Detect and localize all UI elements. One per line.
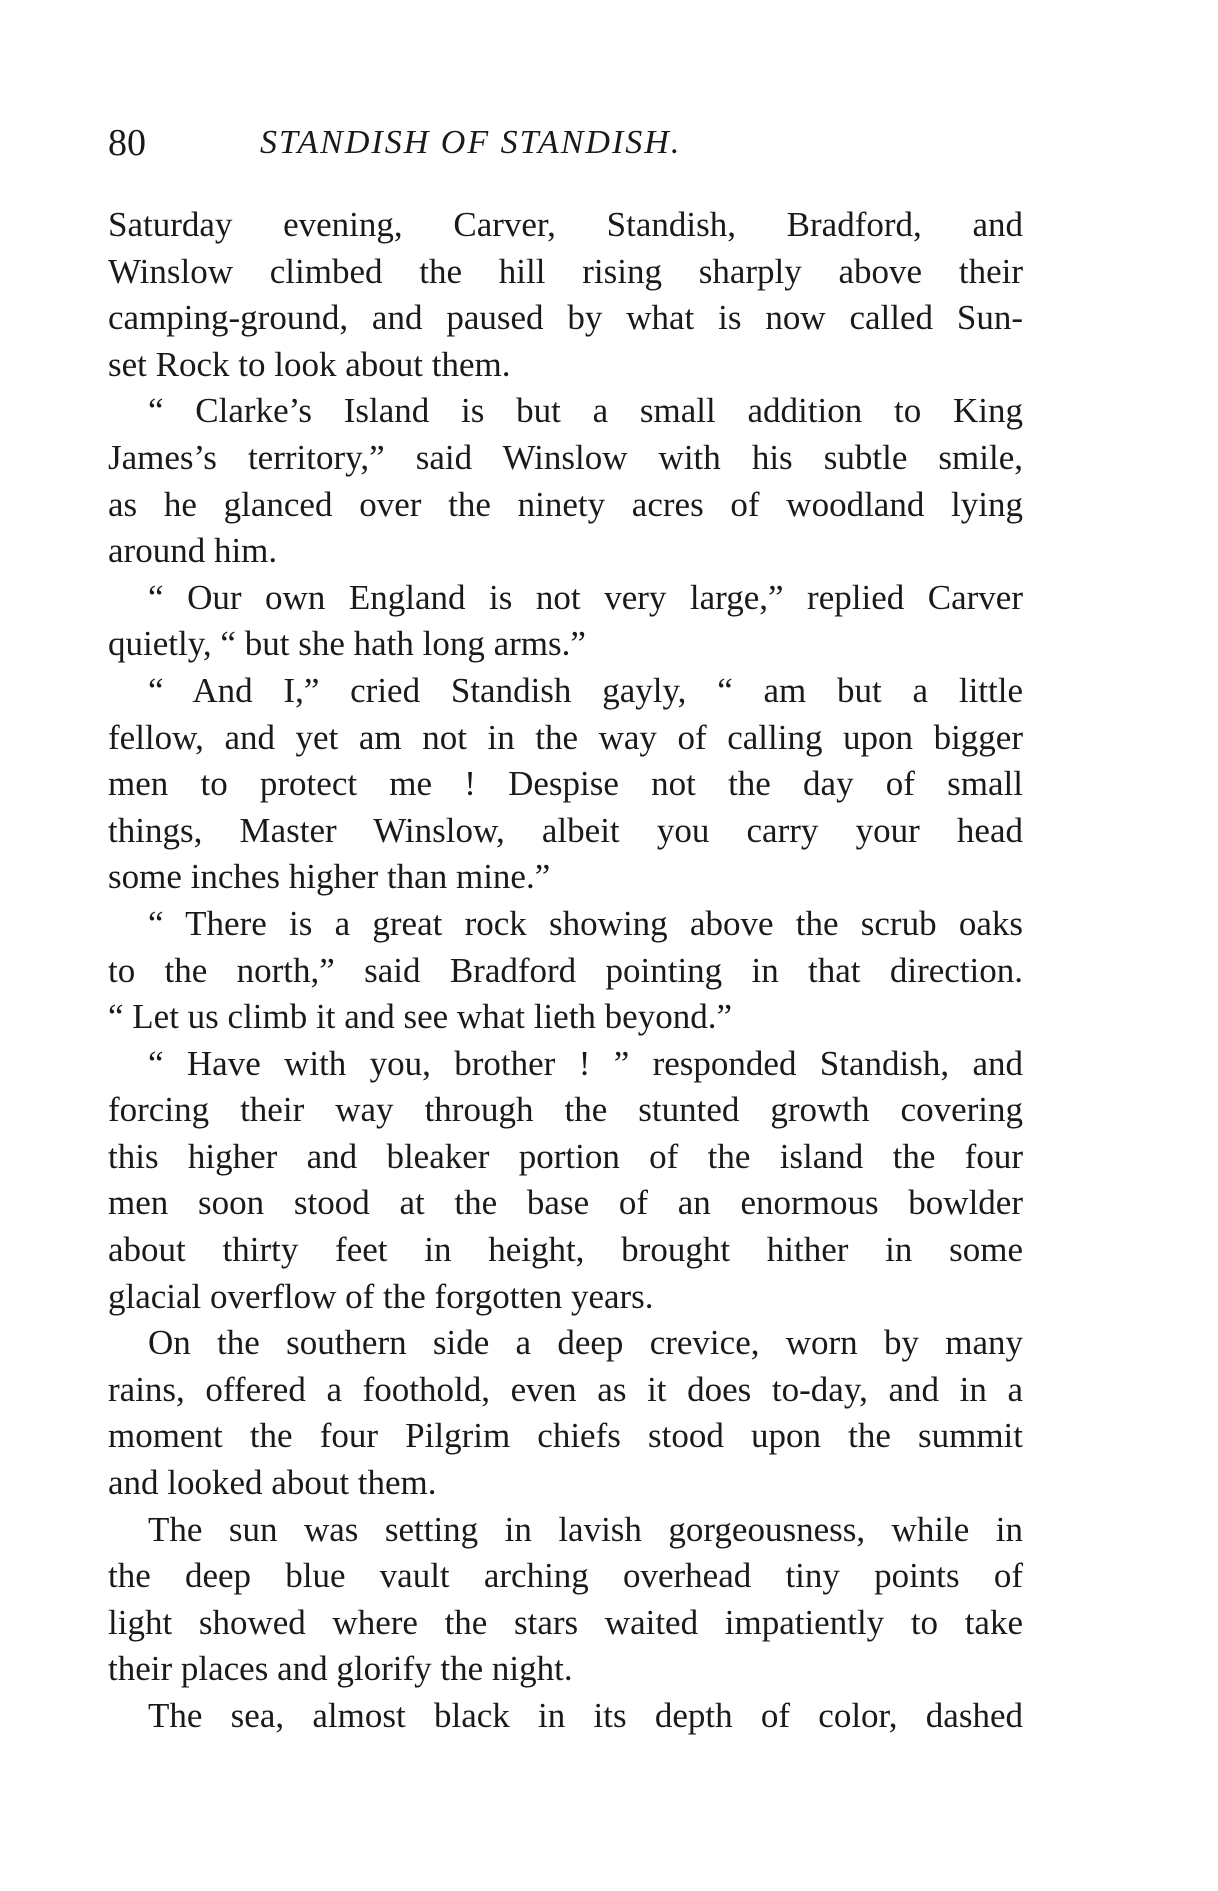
text-line: light showed where the stars waited impatiently to take: [108, 1602, 1023, 1642]
text-line: James’s territory,” said Winslow with his subtle smile,: [108, 437, 1023, 477]
text-line: men soon stood at the base of an enormous bowlder: [108, 1183, 1023, 1223]
text-line: about thirty feet in height, brought hither in some: [108, 1230, 1023, 1270]
text-line: moment the four Pilgrim chiefs stood upon the summit: [108, 1416, 1023, 1456]
text-line: men to protect me ! Despise not the day of small: [108, 764, 1023, 804]
text-line: and looked about them.: [108, 1463, 437, 1503]
text-line: “ Have with you, brother ! ” responded Standish, and: [148, 1043, 1023, 1083]
text-line: things, Master Winslow, albeit you carry your head: [108, 810, 1023, 850]
text-line: as he glanced over the ninety acres of woodland lying: [108, 484, 1023, 524]
text-line: forcing their way through the stunted growth covering: [108, 1090, 1023, 1130]
text-line: rains, offered a foothold, even as it does to-day, and in a: [108, 1369, 1023, 1409]
text-line: quietly, “ but she hath long arms.”: [108, 624, 586, 664]
text-line: glacial overflow of the forgotten years.: [108, 1276, 654, 1316]
text-line: On the southern side a deep crevice, worn by many: [148, 1323, 1023, 1363]
text-line: around him.: [108, 531, 278, 571]
text-line: The sun was setting in lavish gorgeousness, while in: [148, 1509, 1023, 1549]
text-line: fellow, and yet am not in the way of calling upon bigger: [108, 717, 1023, 757]
text-line: this higher and bleaker portion of the island the four: [108, 1136, 1023, 1176]
text-line: Winslow climbed the hill rising sharply above their: [108, 251, 1023, 291]
text-line: to the north,” said Bradford pointing in that direction.: [108, 950, 1023, 990]
text-line: “ And I,” cried Standish gayly, “ am but a little: [148, 670, 1023, 710]
text-line: “ Our own England is not very large,” replied Carver: [148, 577, 1023, 617]
running-title: STANDISH OF STANDISH.: [260, 124, 682, 161]
text-line: “ There is a great rock showing above the scrub oaks: [148, 903, 1023, 943]
text-line: Saturday evening, Carver, Standish, Bradford, and: [108, 205, 1023, 244]
page-number: 80: [108, 122, 146, 164]
body-text: [108, 202, 1023, 1740]
text-line: camping-ground, and paused by what is now called Sun-: [108, 298, 1023, 338]
text-line: some inches higher than mine.”: [108, 857, 551, 897]
text-line: their places and glorify the night.: [108, 1649, 573, 1689]
text-line: “ Let us climb it and see what lieth beyond.”: [108, 997, 732, 1037]
text-line: set Rock to look about them.: [108, 344, 511, 384]
text-line: “ Clarke’s Island is but a small addition to King: [148, 391, 1023, 431]
running-head: [108, 118, 1023, 168]
text-line: the deep blue vault arching overhead tiny points of: [108, 1556, 1023, 1596]
text-line: The sea, almost black in its depth of color, dashed: [148, 1696, 1023, 1735]
